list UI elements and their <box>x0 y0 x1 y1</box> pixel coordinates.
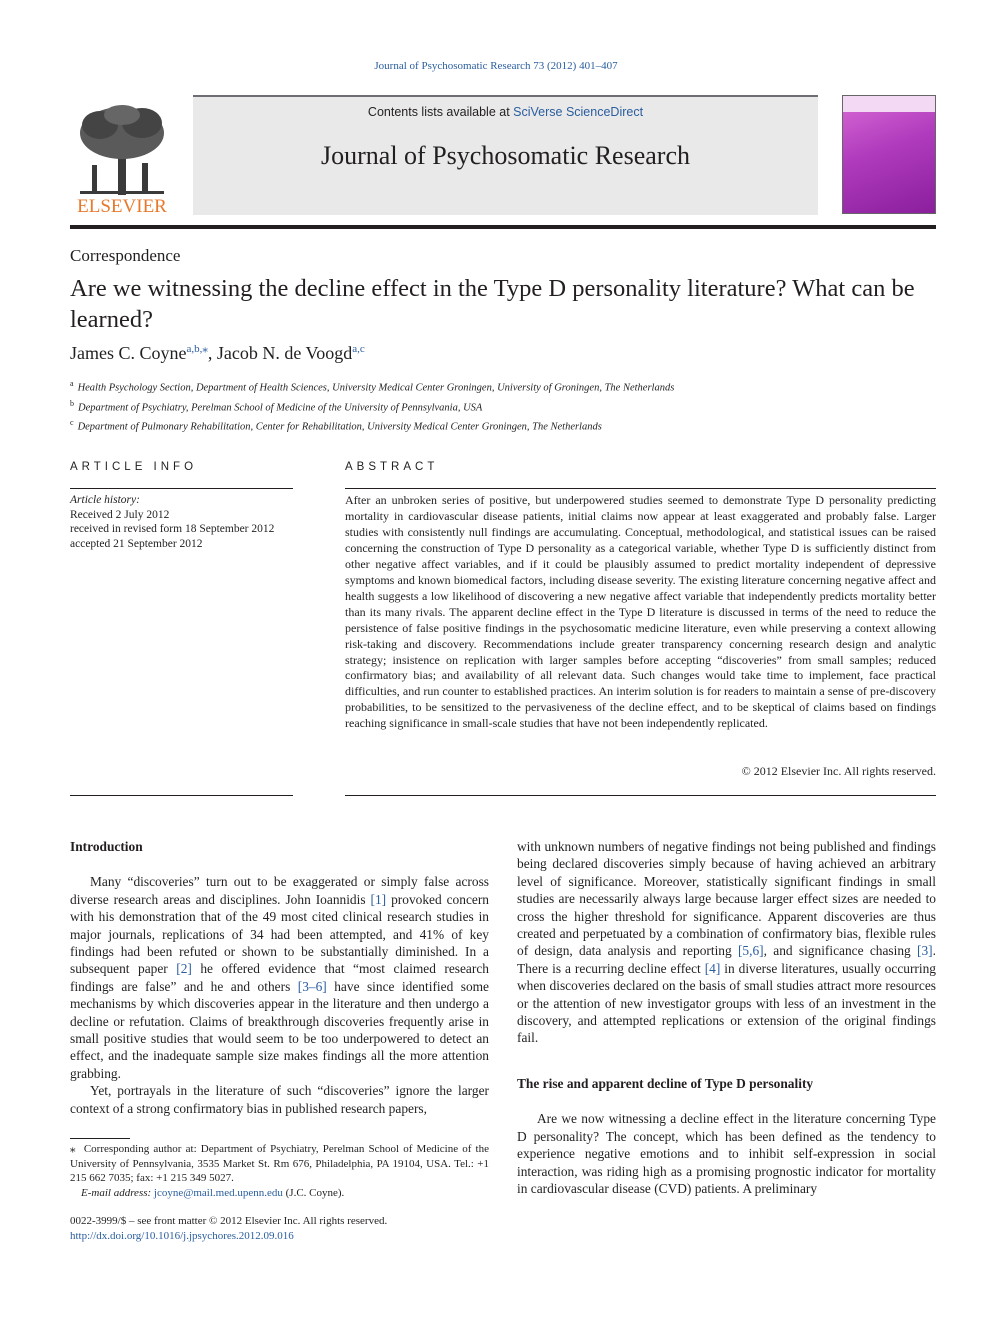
email-link[interactable]: jcoyne@mail.med.upenn.edu <box>153 1186 283 1199</box>
accepted-date: accepted 21 September 2012 <box>70 537 203 550</box>
author-name[interactable]: James C. Coyne <box>70 343 187 363</box>
affiliation-item: $^c$ Department of Pulmonary Rehabilitation, Center for Rehabilitation, University Medical Center Groningen, The Netherlands <box>70 418 602 433</box>
contents-line: Contents lists available at SciVerse ScienceDirect <box>367 105 644 119</box>
article-info-heading: ARTICLE INFO <box>70 461 198 473</box>
affiliation-item: $^b$ Department of Psychiatry, Perelman School of Medicine of the University of Pennsylvania, USA <box>70 398 483 413</box>
author-affiliation-marks[interactable]: a,c <box>352 343 365 355</box>
citation-link[interactable]: [1] <box>370 891 387 907</box>
affiliation-item: $^a$ Health Psychology Section, Department of Health Sciences, University Medical Center Groningen, University of Groningen, The Netherlands <box>70 379 675 394</box>
issn-line: 0022-3999/$ – see front matter © 2012 Elsevier Inc. All rights reserved. <box>70 1215 388 1227</box>
abstract-text: After an unbroken series of positive, but underpowered studies seemed to demonstrate Type D personality predicting mortality in cardiovascular disease patients, initial claims now appear at least exaggerated and probably false. Larger studies with consistently null findings are accumulating. Conceptual, methodological, and statistical issues can be raised concerning the construction of Type D personality as a categorical variable, whether Type D is sufficiently distinct from other negative affect variables, and if it could be plausibly assumed to predict mortality independent of depressive symptoms and known biomedical factors, including disease severity. The existing literature concerning negative affect and health suggests a low likelihood of discovering a new negative affect variable that independently predicts mortality better than its many rivals. The apparent decline effect in the Type D literature is discussed in terms of the need to reduce the persistence of false positive findings in the psychosomatic medicine literature, even while preserving a context allowing risk-taking and discovery. Recommendations include greater transparency concerning research design and analytic strategy; insistence on replication with larger samples before accepting “discoveries” from small samples; reduced confirmatory bias; and availability of all relevant data. Such changes would take time to implement, face practical difficulties, and run counter to established practices. An interim solution is for readers to maintain a sense of pre-discovery probabilities, to be sensitized to the pervasiveness of the decline effect, and to be skeptical of claims based on findings reaching significance in small-scale studies that have not been independently replicated. <box>345 493 936 731</box>
copyright-notice: © 2012 Elsevier Inc. All rights reserved. <box>741 764 936 778</box>
abstract-heading: ABSTRACT <box>345 461 439 473</box>
divider <box>70 488 293 489</box>
body-column-right <box>517 838 936 1197</box>
citation-link[interactable]: [4] <box>704 960 721 976</box>
divider <box>345 488 936 489</box>
received-date: Received 2 July 2012 <box>70 508 170 521</box>
journal-reference[interactable]: Journal of Psychosomatic Research 73 (2012) 401–407 <box>374 60 618 72</box>
paragraph: with unknown numbers of negative findings not being published and findings being declared discoveries simply because of having achieved an arbitrary level of significance. Moreover, statistically significant findings in small studies are necessarily always large because larger effect sizes are needed to cross the higher threshold for significance. Apparent discoveries are thus created and perpetuated by a combination of confirmatory bias, flexible rules of design, data analysis and reporting [5,6], and significance chasing [3]. There is a recurring decline effect [4] in diverse literatures, usually occurring when discoveries declared on the basis of small studies attract more resources or the attention of new investigator groups with less of an investment in the discovery, and attempted replications or extension of the original findings fail. <box>517 839 936 1046</box>
history-label: Article history: <box>70 494 140 506</box>
paragraph: Are we now witnessing a decline effect in the literature concerning Type D personality? The concept, which has been defined as the tendency to experience negative emotions and to inhibit self-expression in social interaction, was riding high as a promising prognostic indicator for mortality in cardiovascular disease (CVD) patients. A preliminary <box>517 1111 936 1196</box>
sciencedirect-link[interactable]: SciVerse ScienceDirect <box>513 105 644 119</box>
footnote-rule <box>70 1138 130 1139</box>
divider <box>70 795 293 796</box>
section-heading-introduction: Introduction <box>70 839 143 854</box>
author-list: James C. Coyne$^{a,b,⁎}$, Jacob N. de Voogd$^{a,c}$ <box>70 343 365 363</box>
corresponding-author-footnote: ⁎ Corresponding author at: Department of Psychiatry, Perelman School of Medicine of the University of Pennsylvania, 3535 Market St. Rm 676, Philadelphia, PA 19104, USA. Tel.: +1 215 662 7035; fax: +1 215 349 5027. E-mail address: jcoyne@mail.med.upenn.edu (J.C. Coyne). <box>70 1143 489 1199</box>
revised-date: received in revised form 18 September 2012 <box>70 523 275 535</box>
citation-link[interactable]: [3] <box>917 943 933 959</box>
paragraph: Many “discoveries” turn out to be exaggerated or simply false across diverse research areas and disciplines. John Ioannidis [1] provoked concern with his demonstration that of the 49 most cited clinical research studies in major journals, replications of 34 had been attempted, and 41% of key findings had been refuted or shown to be substantially diminished. In a subsequent paper [2] he offered evidence that “most claimed research findings are false” and he and others [3–6] have since identified some mechanisms by which discoveries appear in the literature and then undergo a decline or refutation. Claims of breakthrough discoveries frequently arise in small positive studies that would seem to be too underpowered to detect an effect, and the inadequate sample size makes findings all the more attention grabbing. <box>70 874 489 1081</box>
paragraph: Yet, portrayals in the literature of such “discoveries” ignore the larger context of a strong confirmatory bias in published research papers, <box>70 1083 489 1116</box>
citation-link[interactable]: [2] <box>176 961 192 977</box>
citation-link[interactable]: [3–6] <box>297 978 327 994</box>
journal-title: Journal of Psychosomatic Research <box>321 141 690 170</box>
doi-link[interactable]: http://dx.doi.org/10.1016/j.jpsychores.2012.09.016 <box>70 1229 294 1242</box>
header-rule <box>70 225 936 229</box>
header-banner <box>193 95 818 215</box>
divider <box>345 795 936 796</box>
section-type: Correspondence <box>70 246 181 265</box>
elsevier-logo <box>70 103 174 215</box>
journal-header <box>70 95 936 230</box>
affiliations <box>70 376 674 435</box>
article-title: Are we witnessing the decline effect in the Type D personality literature? What can be learned? <box>70 275 915 333</box>
section-heading-type-d: The rise and apparent decline of Type D personality <box>517 1075 814 1091</box>
article-history <box>70 493 293 551</box>
svg-text:ELSEVIER: ELSEVIER <box>77 196 167 215</box>
body-column-left <box>70 838 489 1117</box>
citation-link[interactable]: [5,6] <box>737 943 764 959</box>
journal-cover-image <box>842 95 936 214</box>
author-name[interactable]: Jacob N. de Voogd <box>216 343 353 363</box>
front-matter <box>70 1214 387 1243</box>
author-affiliation-marks[interactable]: a,b,⁎ <box>186 343 208 355</box>
